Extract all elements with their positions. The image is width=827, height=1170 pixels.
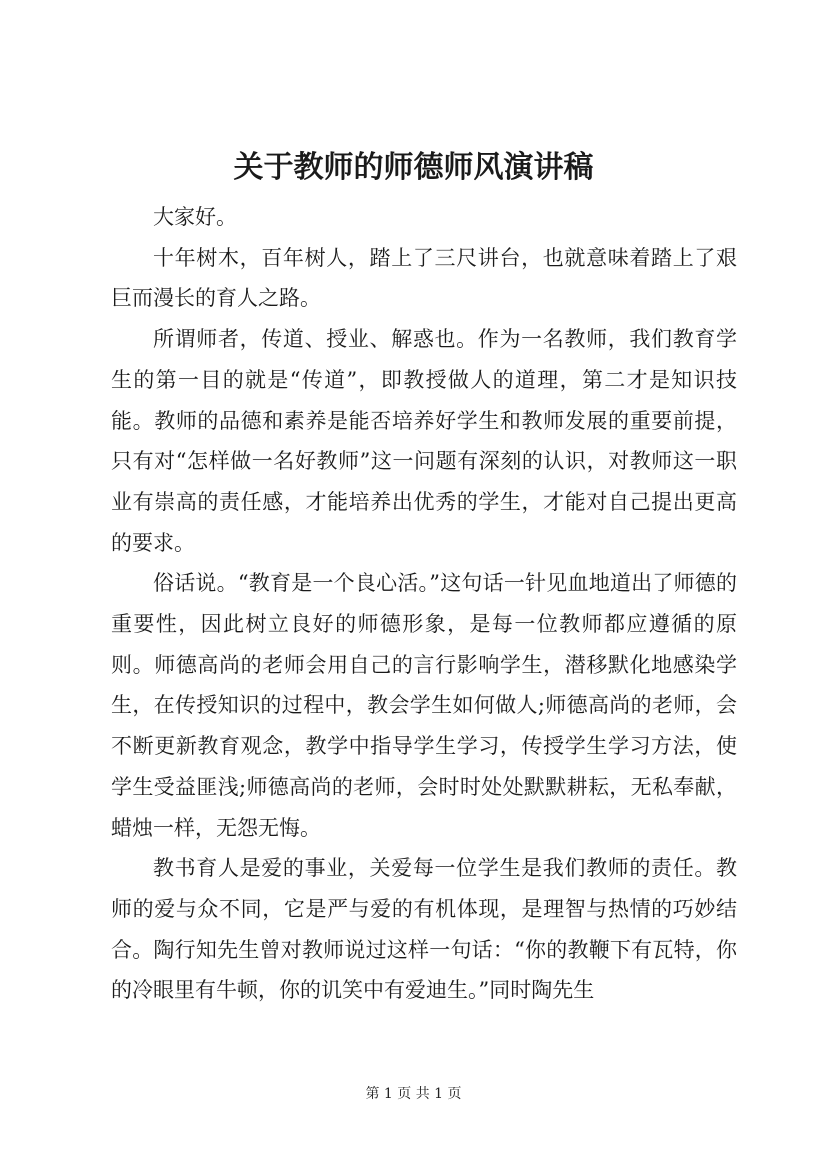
paragraph: 十年树木，百年树人，踏上了三尺讲台，也就意味着踏上了艰巨而漫长的育人之路。 — [111, 245, 737, 311]
document-title: 关于教师的师德师风演讲稿 — [233, 150, 594, 185]
page-number-footer: 第 1 页 共 1 页 — [365, 1086, 462, 1102]
paragraph-greeting: 大家好。 — [153, 205, 237, 229]
paragraph: 所谓师者，传道、授业、解惑也。作为一名教师，我们教育学生的第一目的就是“传道”，即教授做人的道理，第二才是知识技能。教师的品德和素养是能否培养好学生和教师发展的重要前提，只有对“怎样做一名好教师”这一问题有深刻的认识，对教师这一职业有崇高的责任感，才能培养出优秀的学生，才能对自己提出更高的要求。 — [111, 327, 737, 555]
document-body — [111, 197, 737, 1011]
paragraph: 教书育人是爱的事业，关爱每一位学生是我们教师的责任。教师的爱与众不同，它是严与爱的有机体现，是理智与热情的巧妙结合。陶行知先生曾对教师说过这样一句话：“你的教鞭下有瓦特，你的冷眼里有牛顿，你的讥笑中有爱迪生。”同时陶先生 — [111, 856, 737, 1003]
paragraph: 俗话说。“教育是一个良心活。”这句话一针见血地道出了师德的重要性，因此树立良好的师德形象，是每一位教师都应遵循的原则。师德高尚的老师会用自己的言行影响学生，潜移默化地感染学生，在传授知识的过程中，教会学生如何做人;师德高尚的老师，会不断更新教育观念，教学中指导学生学习，传授学生学习方法，使学生受益匪浅;师德高尚的老师，会时时处处默默耕耘，无私奉献，蜡烛一样，无怨无悔。 — [111, 571, 737, 840]
